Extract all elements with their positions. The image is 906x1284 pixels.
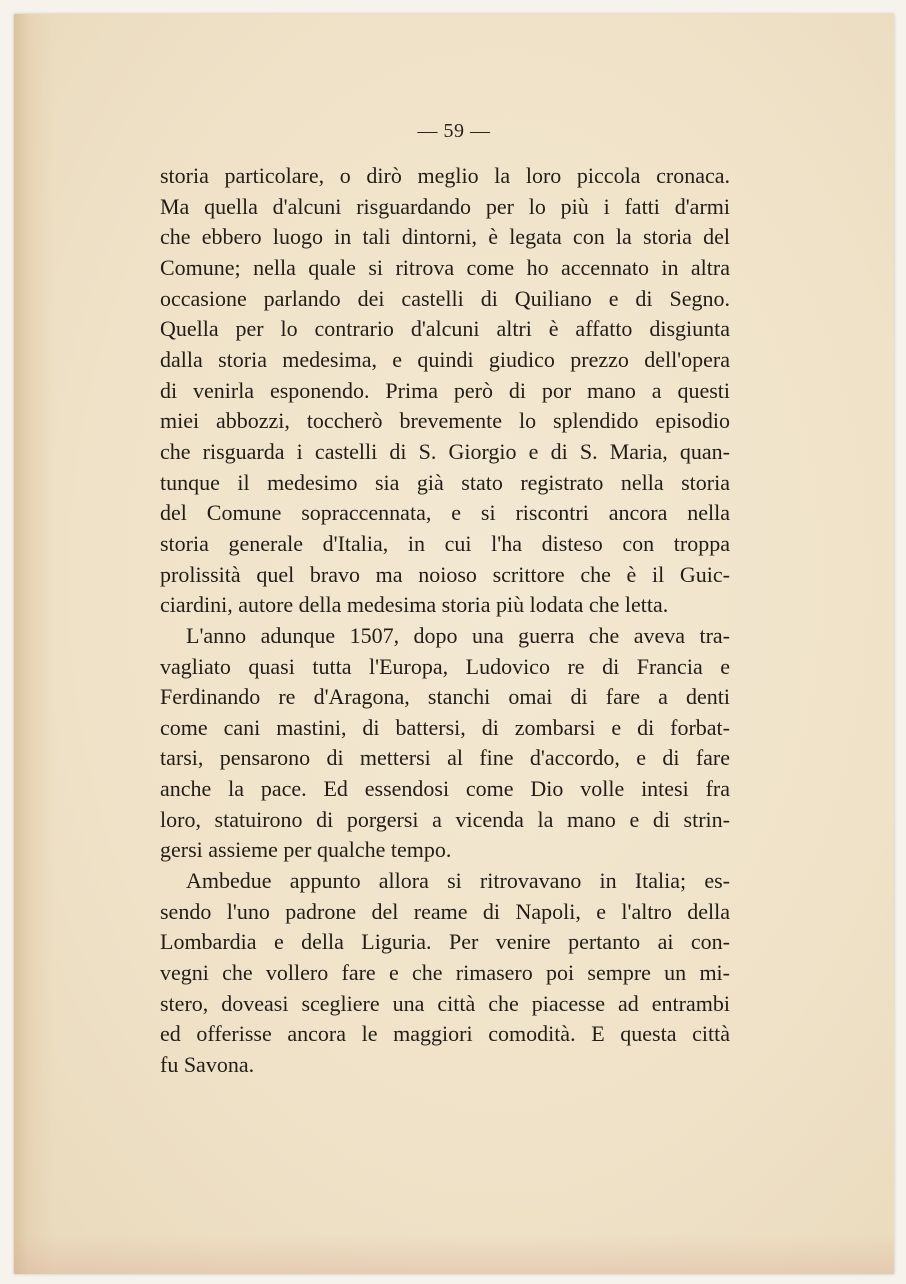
text-line: del Comune sopraccennata, e si riscontri ancora nella: [160, 500, 730, 526]
page-bottom-stain: [14, 1234, 894, 1274]
text-line: Ferdinando re d'Aragona, stanchi omai di fare a denti: [160, 684, 730, 710]
text-line: storia generale d'Italia, in cui l'ha disteso con troppa: [160, 530, 730, 556]
text-line: miei abbozzi, toccherò brevemente lo splendido episodio: [160, 408, 730, 434]
page-number: — 59 —: [417, 120, 491, 142]
text-line: come cani mastini, di battersi, di zombarsi e di forbat-: [160, 714, 730, 740]
text-line: tunque il medesimo sia già stato registrato nella storia: [160, 469, 730, 495]
text-line: Comune; nella quale si ritrova come ho accennato in altra: [160, 254, 730, 280]
text-line: ed offerisse ancora le maggiori comodità. E questa città: [160, 1021, 730, 1047]
text-line: vagliato quasi tutta l'Europa, Ludovico re di Francia e: [160, 653, 730, 679]
book-page: [14, 14, 894, 1274]
text-line: dalla storia medesima, e quindi giudico prezzo dell'opera: [160, 346, 730, 372]
paragraph: [160, 621, 730, 866]
text-line: tarsi, pensarono di mettersi al fine d'accordo, e di fare: [160, 745, 730, 771]
text-line: Quella per lo contrario d'alcuni altri è affatto disgiunta: [160, 316, 730, 342]
text-line: che risguarda i castelli di S. Giorgio e di S. Maria, quan-: [160, 438, 730, 464]
text-line: prolissità quel bravo ma noioso scrittore che è il Guic-: [160, 561, 730, 587]
text-line: stero, doveasi scegliere una città che piacesse ad entrambi: [160, 990, 730, 1016]
text-line: ciardini, autore della medesima storia più lodata che letta.: [160, 592, 669, 618]
text-line: vegni che vollero fare e che rimasero poi sempre un mi-: [160, 960, 730, 986]
text-line: Ma quella d'alcuni risguardando per lo più i fatti d'armi: [160, 193, 730, 219]
body-text: [160, 161, 730, 1081]
text-line: storia particolare, o dirò meglio la loro piccola cronaca.: [160, 163, 730, 188]
text-line: loro, statuirono di porgersi a vicenda la mano e di strin-: [160, 806, 730, 832]
text-line: di venirla esponendo. Prima però di por mano a questi: [160, 377, 730, 403]
text-line: fu Savona.: [160, 1052, 255, 1078]
paragraph: [160, 866, 730, 1081]
text-line: Lombardia e della Liguria. Per venire pertanto ai con-: [160, 929, 730, 955]
page-gutter-shadow: [14, 14, 54, 1274]
text-line: anche la pace. Ed essendosi come Dio volle intesi fra: [160, 776, 730, 802]
text-line: L'anno adunque 1507, dopo una guerra che aveva tra-: [186, 622, 730, 648]
text-line: occasione parlando dei castelli di Quiliano e di Segno.: [160, 285, 730, 311]
paragraph: [160, 161, 730, 621]
text-line: che ebbero luogo in tali dintorni, è legata con la storia del: [160, 224, 730, 250]
text-line: Ambedue appunto allora si ritrovavano in Italia; es-: [186, 868, 730, 894]
text-line: sendo l'uno padrone del reame di Napoli, e l'altro della: [160, 898, 730, 924]
text-line: gersi assieme per qualche tempo.: [160, 837, 452, 863]
